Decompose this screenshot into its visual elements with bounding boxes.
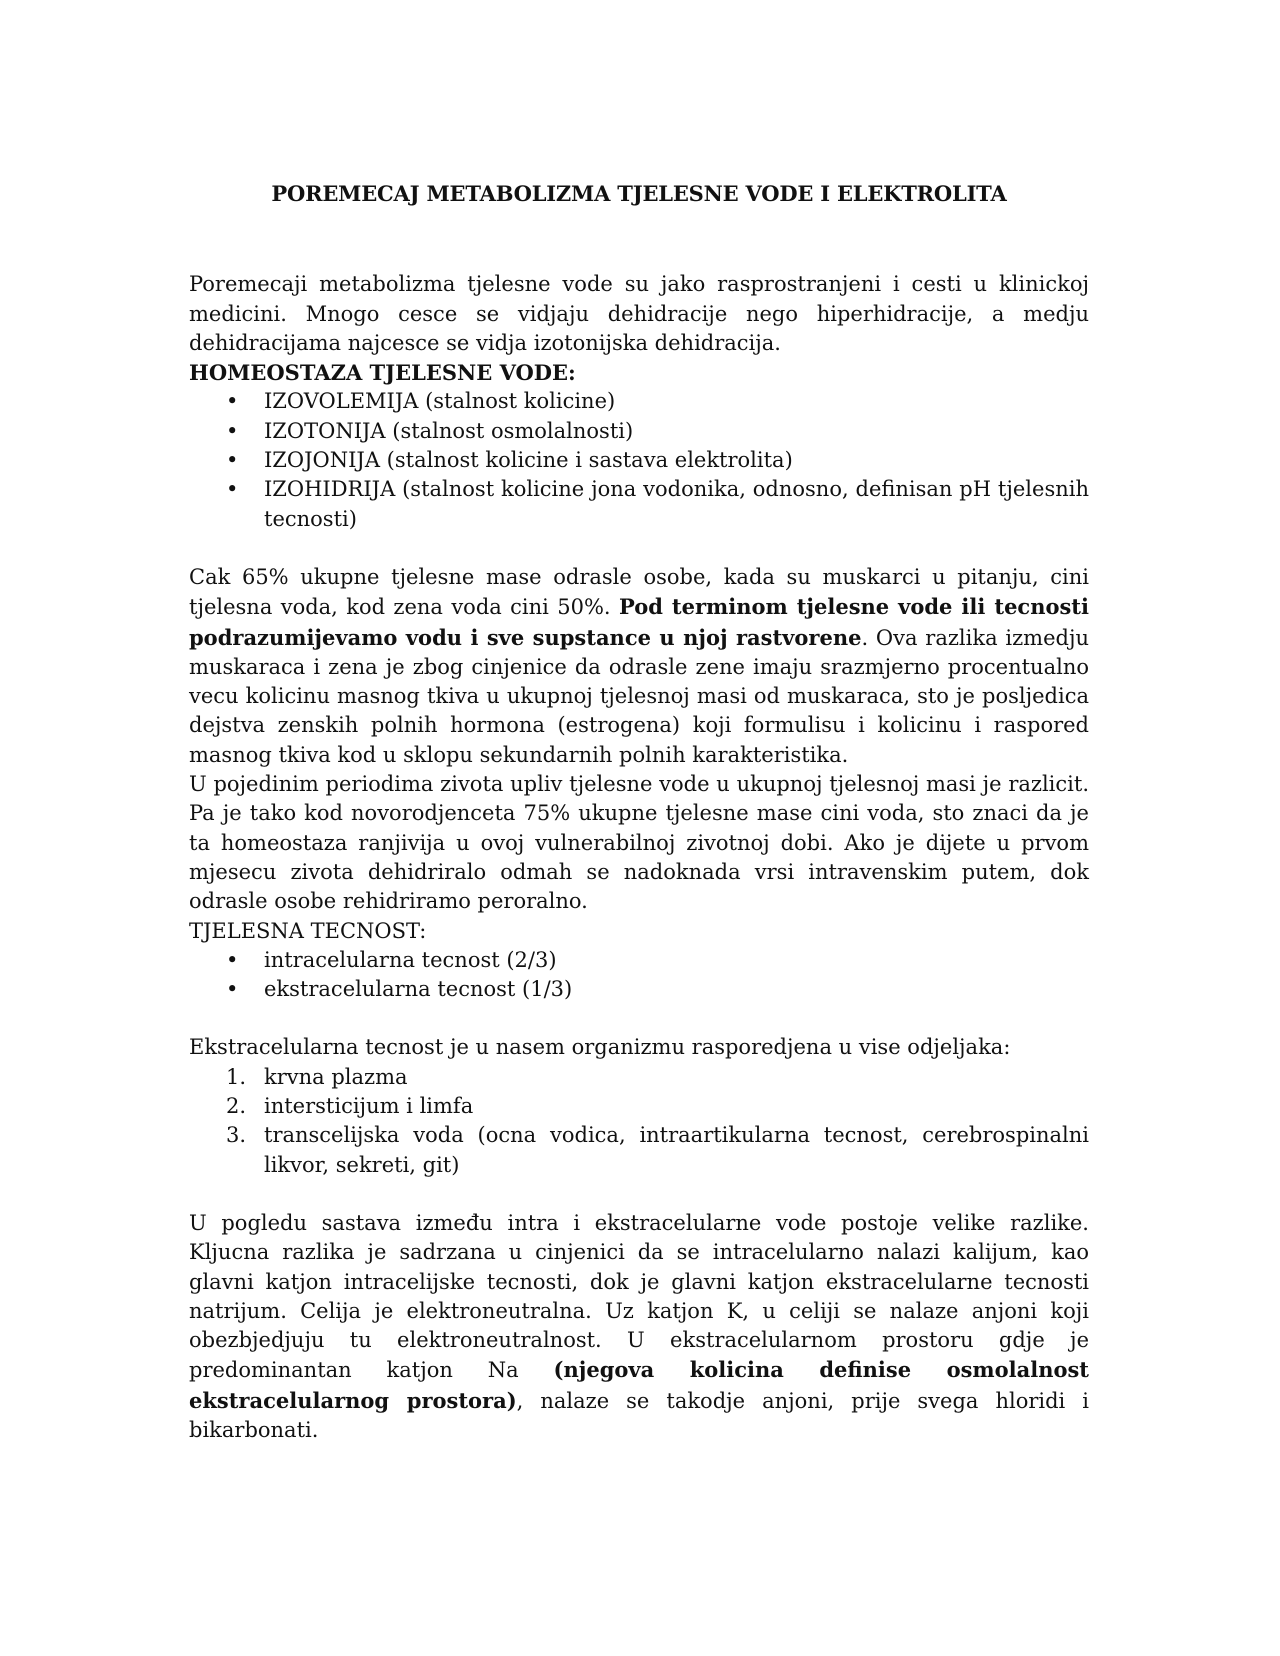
body-fluid-list bbox=[189, 946, 1089, 1005]
homeostasis-heading: HOMEOSTAZA TJELESNE VODE: bbox=[189, 360, 576, 386]
list-item bbox=[189, 475, 1089, 534]
list-item-text: krvna plazma bbox=[264, 1064, 408, 1089]
body-fluid-heading: TJELESNA TECNOST: bbox=[189, 918, 427, 943]
composition-text-bold: (njegova kolicina definise osmolalnost ekstracelularnog prostora) bbox=[189, 1357, 1089, 1413]
list-item-text: intracelularna tecnost (2/3) bbox=[264, 947, 557, 972]
list-number: 3. bbox=[226, 1123, 247, 1148]
homeostasis-list bbox=[189, 387, 1089, 533]
list-item-text: IZOTONIJA (stalnost osmolalnosti) bbox=[264, 418, 634, 443]
list-item-text: IZOVOLEMIJA (stalnost kolicine) bbox=[264, 389, 616, 414]
list-item-text: intersticijum i limfa bbox=[264, 1094, 474, 1119]
composition-text-part2: , nalaze se takodje anjoni, prije svega hloridi i bikarbonati. bbox=[189, 1388, 1089, 1442]
composition-paragraph bbox=[189, 1209, 1089, 1445]
document-title: POREMECAJ METABOLIZMA TJELESNE VODE I ELEKTROLITA bbox=[271, 181, 1007, 206]
list-number: 1. bbox=[226, 1064, 247, 1089]
bullet-icon: • bbox=[226, 977, 239, 1002]
periods-paragraph: U pojedinim periodima zivota upliv tjelesne vode u ukupnoj tjelesnoj masi je razlicit. Pa je tako kod novorodjenceta 75% ukupne tjelesne mase cini voda, sto znaci da je ta homeostaza ranjivija u ovoj vulnerabilnoj zivotnoj dobi. Ako je dijete u prvom mjesecu zivota dehidriralo odmah se nadoknada vrsi intravenskim putem, dok odrasle osobe rehidriramo peroralno. bbox=[189, 772, 1089, 914]
list-item bbox=[189, 1121, 1089, 1180]
water-paragraph bbox=[189, 563, 1089, 770]
list-item bbox=[189, 975, 1089, 1004]
list-item bbox=[189, 417, 1089, 446]
bullet-icon: • bbox=[226, 448, 239, 473]
list-item-text: IZOHIDRIJA (stalnost kolicine jona vodonika, odnosno, definisan pH tjelesnih tecnosti) bbox=[264, 477, 1089, 531]
extracellular-intro: Ekstracelularna tecnost je u nasem organizmu rasporedjena u vise odjeljaka: bbox=[189, 1035, 1011, 1060]
bullet-icon: • bbox=[226, 947, 239, 972]
list-item bbox=[189, 946, 1089, 975]
water-text-part1: Cak 65% ukupne tjelesne mase odrasle osobe, kada su muskarci u pitanju, cini tjelesna voda, kod zena voda cini 50%. bbox=[189, 564, 1089, 620]
list-item-text: ekstracelularna tecnost (1/3) bbox=[264, 977, 573, 1002]
intro-paragraph: Poremecaji metabolizma tjelesne vode su jako rasprostranjeni i cesti u klinickoj medicini. Mnogo cesce se vidjaju dehidracije nego hiperhidracije, a medju dehidracijama najcesce se vidja izotonijska dehidracija. bbox=[189, 272, 1089, 355]
document-body bbox=[189, 179, 1089, 1445]
list-item bbox=[189, 1092, 1089, 1121]
bullet-icon: • bbox=[226, 418, 239, 443]
list-item-text: transcelijska voda (ocna vodica, intraartikularna tecnost, cerebrospinalni likvor, sekreti, git) bbox=[264, 1123, 1089, 1177]
extracellular-list bbox=[189, 1063, 1089, 1180]
water-text-bold: Pod terminom tjelesne vode ili tecnosti podrazumijevamo vodu i sve supstance u njoj rastvorene bbox=[189, 594, 1089, 650]
list-number: 2. bbox=[226, 1094, 247, 1119]
composition-text-part1: U pogledu sastava između intra i ekstracelularne vode postoje velike razlike. Kljucna razlika je sadrzana u cinjenici da se intracelularno nalazi kalijum, kao glavni katjon intracelijske tecnosti, dok je glavni katjon ekstracelularne tecnosti natrijum. Celija je elektroneutralna. Uz katjon K, u celiji se nalaze anjoni koji obezbjedjuju tu elektroneutralnost. U ekstracelularnom prostoru gdje je predominantan katjon Na bbox=[189, 1210, 1089, 1383]
list-item bbox=[189, 446, 1089, 475]
bullet-icon: • bbox=[226, 389, 239, 414]
list-item bbox=[189, 1063, 1089, 1092]
water-text-part2: . Ova razlika izmedju muskaraca i zena je zbog cinjenice da odrasle zene imaju srazmjerno procentualno vecu kolicinu masnog tkiva u ukupnoj tjelesnoj masi od muskaraca, sto je posljedica dejstva zenskih polnih hormona (estrogena) koji formulisu i kolicinu i raspored masnog tkiva kod u sklopu sekundarnih polnih karakteristika. bbox=[189, 625, 1089, 767]
list-item-text: IZOJONIJA (stalnost kolicine i sastava elektrolita) bbox=[264, 448, 793, 473]
list-item bbox=[189, 387, 1089, 416]
bullet-icon: • bbox=[226, 477, 239, 502]
